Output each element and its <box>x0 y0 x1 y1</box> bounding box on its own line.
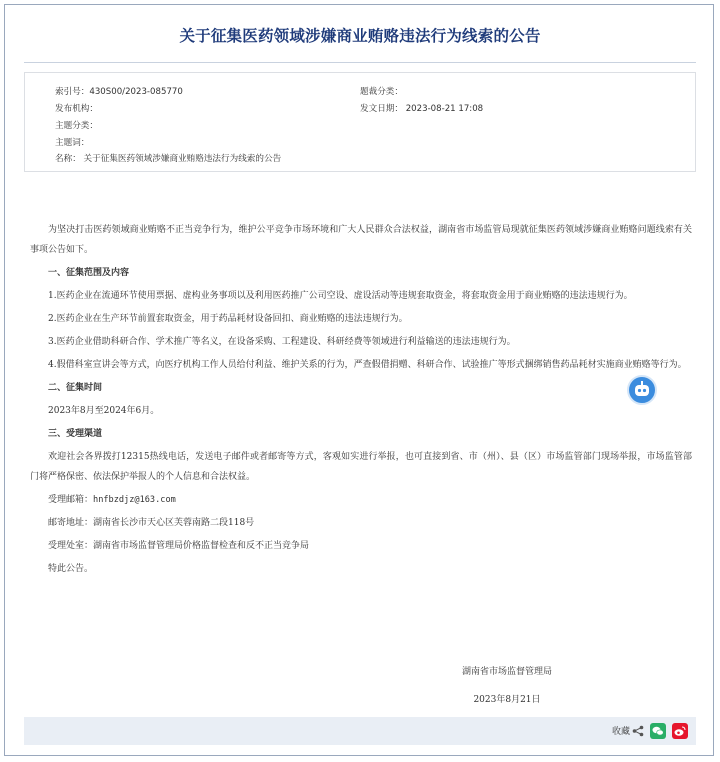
meta-keywords: 主题词： <box>55 138 90 148</box>
mail-address-line: 邮寄地址：湖南省长沙市天心区芙蓉南路二段118号 <box>48 518 255 528</box>
signature-block <box>462 658 552 714</box>
meta-subject-class: 题裁分类： <box>360 87 403 97</box>
office-line: 受理处室：湖南省市场监督管理局价格监督检查和反不正当竞争局 <box>48 541 310 551</box>
scope-item-4: 4.假借科室宣讲会等方式，向医疗机构工作人员给付利益、维护关系的行为，严查假借捐赠、科研合作、试验推广等形式捆绑销售药品耗材实施商业贿赂等行为。 <box>48 360 687 370</box>
meta-issuer: 发布机构： <box>55 104 98 114</box>
scope-item-1: 1.医药企业在流通环节使用票据、虚构业务事项以及利用医药推广公司空设、虚设活动等违规套取资金，将套取资金用于商业贿赂的违法违规行为。 <box>48 291 633 301</box>
weibo-glyph-icon <box>672 723 688 739</box>
meta-issue-date: 发文日期： 2023-08-21 17:08 <box>360 104 484 114</box>
title-divider <box>24 62 696 63</box>
signature-date: 2023年8月21日 <box>473 695 541 705</box>
robot-face-icon <box>629 377 655 403</box>
signature-org: 湖南省市场监督管理局 <box>461 667 552 677</box>
intro-paragraph: 为坚决打击医药领域商业贿赂不正当竞争行为，维护公平竞争市场环境和广大人民群众合法权益，湖南省市场监管局现就征集医药领域涉嫌商业贿赂问题线索有关事项公告如下。 <box>30 225 692 255</box>
email-address: hnfbzdjz@163.com <box>93 495 176 505</box>
section-heading-scope: 一、征集范围及内容 <box>48 268 130 278</box>
channels-paragraph: 欢迎社会各界拨打12315热线电话，发送电子邮件或者邮寄等方式，客观如实进行举报，也可直接到省、市（州）、县（区）市场监管部门现场举报，市场监管部门将严格保密、依法保护举报人的个人信息和合法权益。 <box>30 452 692 482</box>
meta-info-box <box>24 72 696 172</box>
assistant-robot-icon[interactable] <box>627 375 657 405</box>
footer-bar <box>24 717 696 745</box>
favorite-button[interactable]: 收藏 <box>611 727 630 737</box>
wechat-share-icon[interactable] <box>650 723 666 739</box>
email-line <box>30 490 692 510</box>
weibo-share-icon[interactable] <box>672 723 688 739</box>
page-title: 关于征集医药领域涉嫌商业贿赂违法行为线索的公告 <box>179 27 541 45</box>
article-body <box>30 220 692 582</box>
meta-index-no: 索引号：430S00/2023-085770 <box>55 87 183 97</box>
section-heading-channels: 三、受理渠道 <box>48 429 103 439</box>
scope-item-2: 2.医药企业在生产环节前置套取资金，用于药品耗材设备回扣、商业贿赂的违法违规行为。 <box>48 314 408 324</box>
period-text: 2023年8月至2024年6月。 <box>48 406 160 416</box>
closing-line: 特此公告。 <box>48 564 94 574</box>
share-icon[interactable] <box>632 725 644 737</box>
wechat-glyph-icon <box>650 723 666 739</box>
email-label: 受理邮箱： <box>48 495 94 505</box>
meta-topic-class: 主题分类： <box>55 121 98 131</box>
section-heading-period: 二、征集时间 <box>48 383 103 393</box>
meta-name: 名称： 关于征集医药领域涉嫌商业贿赂违法行为线索的公告 <box>55 154 282 164</box>
scope-item-3: 3.医药企业借助科研合作、学术推广等名义，在设备采购、工程建设、科研经费等领域进行利益输送的违法违规行为。 <box>48 337 516 347</box>
